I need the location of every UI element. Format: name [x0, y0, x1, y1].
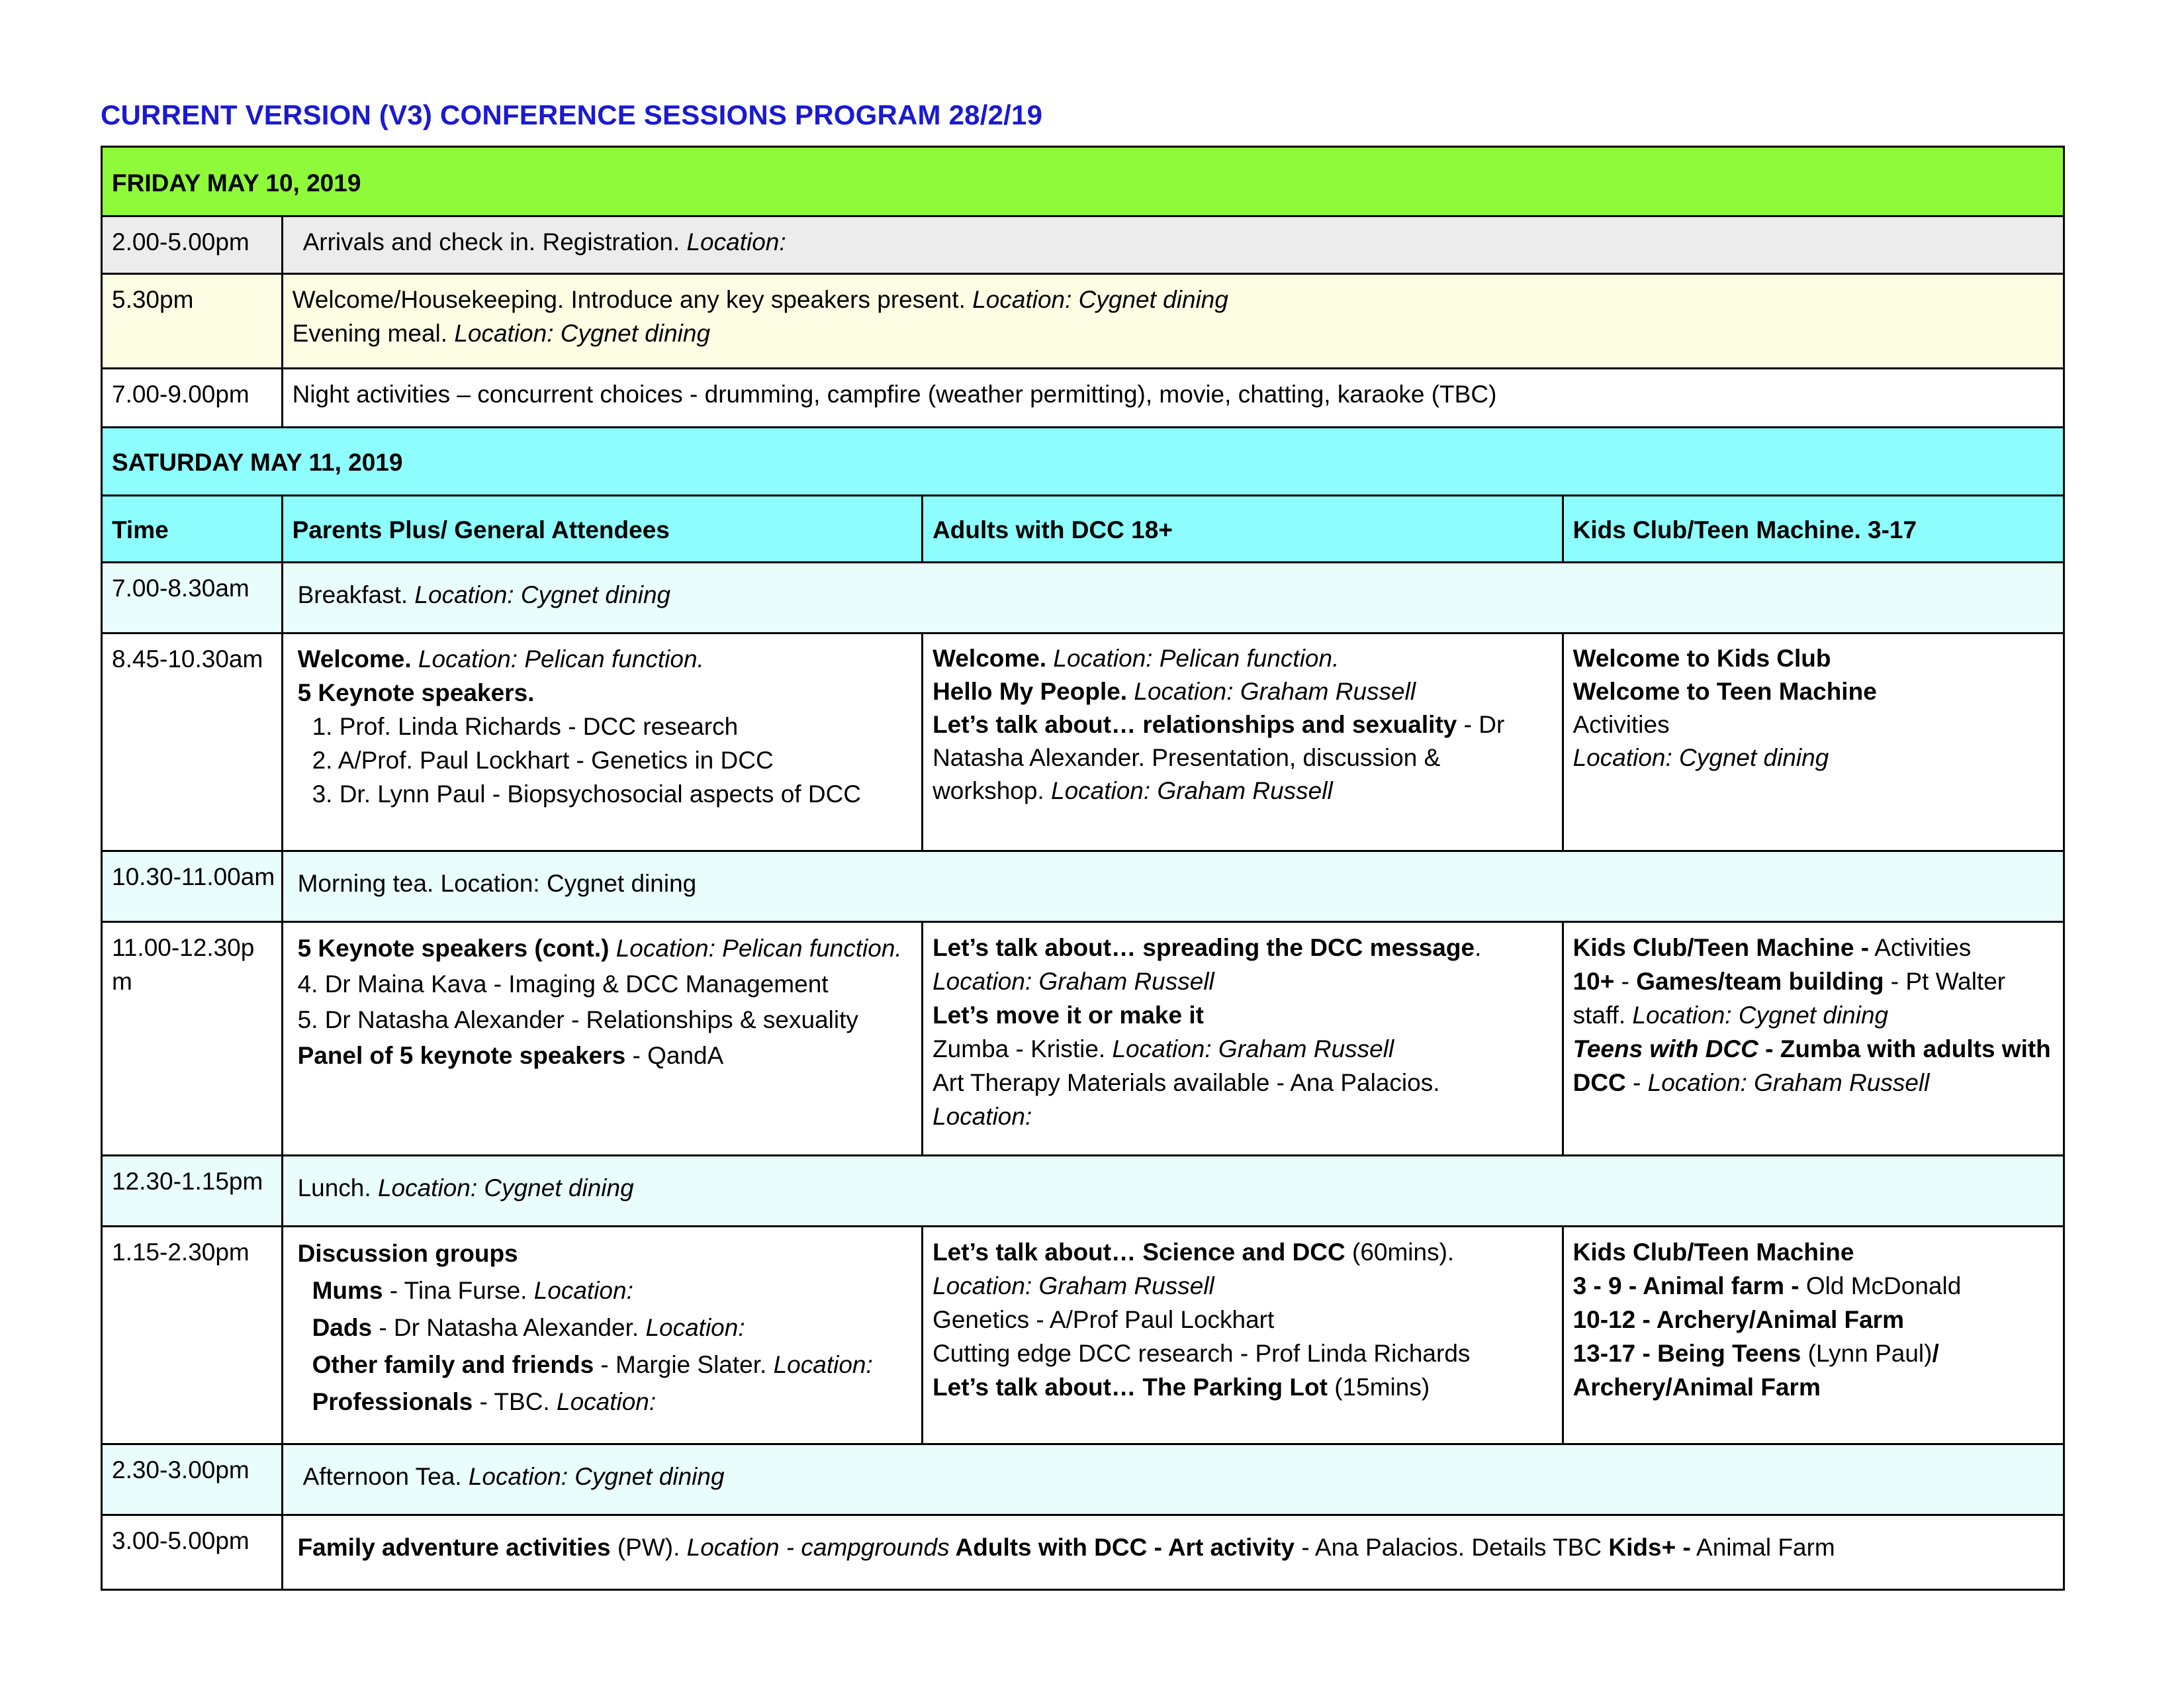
time-cell: 11.00-12.30p m [102, 922, 283, 1156]
time-cell: 5.30pm [102, 274, 283, 369]
session-cell: Family adventure activities (PW). Location - campgrounds Adults with DCC - Art activity - Ana Palacios. Details TBC Kids+ - Animal Farm [282, 1515, 2064, 1590]
table-row [102, 1227, 2064, 1444]
table-row [102, 563, 2064, 633]
time-cell: 12.30-1.15pm [102, 1156, 283, 1227]
parents-cell: Welcome. Location: Pelican function. 5 Keynote speakers. 1. Prof. Linda Richards - DCC research 2. A/Prof. Paul Lockhart - Genetics in DCC 3. Dr. Lynn Paul - Biopsychosocial aspects of DCC [282, 633, 923, 851]
column-header-kids: Kids Club/Teen Machine. 3-17 [1563, 496, 2064, 563]
adults-cell: Let’s talk about… Science and DCC (60mins). Location: Graham Russell Genetics - A/Prof Paul Lockhart Cutting edge DCC research - Prof Linda Richards Let’s talk about… The Parking Lot (15mins) [923, 1227, 1563, 1444]
time-cell: 2.30-3.00pm [102, 1444, 283, 1515]
table-row [102, 369, 2064, 428]
kids-cell: Kids Club/Teen Machine - Activities 10+ - Games/team building - Pt Walter staff. Location: Cygnet dining Teens with DCC - Zumba with adults with DCC - Location: Graham Russell [1563, 922, 2064, 1156]
table-row [102, 851, 2064, 922]
time-cell: 8.45-10.30am [102, 633, 283, 851]
friday-heading: FRIDAY MAY 10, 2019 [102, 147, 2064, 216]
kids-cell: Kids Club/Teen Machine 3 - 9 - Animal farm - Old McDonald 10-12 - Archery/Animal Farm 13-17 - Being Teens (Lynn Paul)/ Archery/Animal Farm [1563, 1227, 2064, 1444]
saturday-heading: SATURDAY MAY 11, 2019 [102, 428, 2064, 496]
kids-cell: Welcome to Kids Club Welcome to Teen Machine Activities Location: Cygnet dining [1563, 633, 2064, 851]
session-cell: Breakfast. Location: Cygnet dining [282, 563, 2064, 633]
parents-cell: 5 Keynote speakers (cont.) Location: Pelican function. 4. Dr Maina Kava - Imaging & DCC Management 5. Dr Natasha Alexander - Relationships & sexuality Panel of 5 keynote speakers - QandA [282, 922, 923, 1156]
adults-cell: Let’s talk about… spreading the DCC message. Location: Graham Russell Let’s move it or make it Zumba - Kristie. Location: Graham Russell Art Therapy Materials available - Ana Palacios. Location: [923, 922, 1563, 1156]
time-cell: 10.30-11.00am [102, 851, 283, 922]
session-cell: Lunch. Location: Cygnet dining [282, 1156, 2064, 1227]
time-cell: 1.15-2.30pm [102, 1227, 283, 1444]
session-cell: Arrivals and check in. Registration. Location: [282, 216, 2064, 274]
time-cell: 2.00-5.00pm [102, 216, 283, 274]
friday-heading-row [102, 147, 2064, 216]
session-cell: Morning tea. Location: Cygnet dining [282, 851, 2064, 922]
column-header-time: Time [102, 496, 283, 563]
table-row [102, 922, 2064, 1156]
table-row [102, 1156, 2064, 1227]
column-header-parents: Parents Plus/ General Attendees [282, 496, 923, 563]
column-header-adults: Adults with DCC 18+ [923, 496, 1563, 563]
saturday-heading-row [102, 428, 2064, 496]
table-row [102, 274, 2064, 369]
session-cell: Afternoon Tea. Location: Cygnet dining [282, 1444, 2064, 1515]
table-row [102, 216, 2064, 274]
parents-cell: Discussion groups Mums - Tina Furse. Location: Dads - Dr Natasha Alexander. Location: Other family and friends - Margie Slater. Location: Professionals - TBC. Location: [282, 1227, 923, 1444]
time-cell: 3.00-5.00pm [102, 1515, 283, 1590]
session-cell: Night activities – concurrent choices - drumming, campfire (weather permitting), movie, chatting, karaoke (TBC) [282, 369, 2064, 428]
page-title: CURRENT VERSION (V3) CONFERENCE SESSIONS PROGRAM 28/2/19 [101, 99, 1043, 130]
session-cell: Welcome/Housekeeping. Introduce any key speakers present. Location: Cygnet dining Evening meal. Location: Cygnet dining [282, 274, 2064, 369]
time-cell: 7.00-8.30am [102, 563, 283, 633]
table-row [102, 1444, 2064, 1515]
program-table [101, 146, 2065, 1591]
time-cell: 7.00-9.00pm [102, 369, 283, 428]
column-header-row [102, 496, 2064, 563]
adults-cell: Welcome. Location: Pelican function. Hello My People. Location: Graham Russell Let’s talk about… relationships and sexuality - Dr Natasha Alexander. Presentation, discussion & workshop. Location: Graham Russell [923, 633, 1563, 851]
table-row [102, 1515, 2064, 1590]
table-row [102, 633, 2064, 851]
